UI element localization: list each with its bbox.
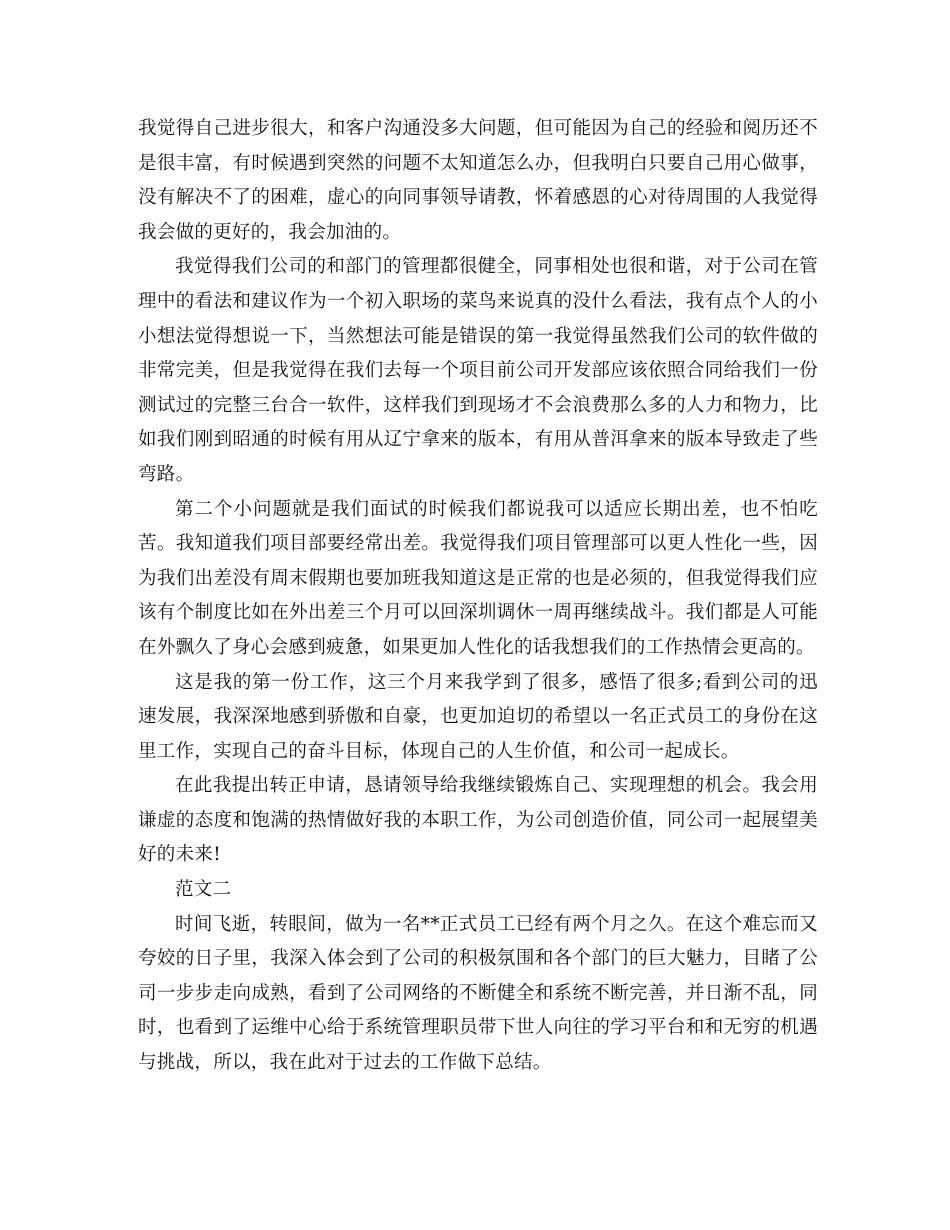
paragraph-2: 我觉得我们公司的和部门的管理都很健全，同事相处也很和谐，对于公司在管理中的看法和建议作为一个初入职场的菜鸟来说真的没什么看法，我有点个人的小小想法觉得想说一下，当然想法可能是错误的第一我觉得虽然我们公司的软件做的非常完美，但是我觉得在我们去每一个项目前公司开发部应该依照合同给我们一份测试过的完整三台合一软件，这样我们到现场才不会浪费那么多的人力和物力，比如我们刚到昭通的时候有用从辽宁拿来的版本，有用从普洱拿来的版本导致走了些弯路。 <box>138 256 818 485</box>
paragraph-6: 时间飞逝，转眼间，做为一名**正式员工已经有两个月之久。在这个难忘而又夸姣的日子里，我深入体会到了公司的积极氛围和各个部门的巨大魅力，目睹了公司一步步走向成熟，看到了公司网络的不断健全和系统不断完善，并日渐不乱，同时，也看到了运维中心给于系统管理职员带下世人向往的学习平台和和无穷的机遇与挑战，所以，我在此对于过去的工作做下总结。 <box>138 913 818 1074</box>
paragraph-5: 在此我提出转正申请，恳请领导给我继续锻炼自己、实现理想的机会。我会用谦虚的态度和饱满的热情做好我的本职工作，为公司创造价值，同公司一起展望美好的未来! <box>138 775 818 866</box>
paragraph-3: 第二个小问题就是我们面试的时候我们都说我可以适应长期出差，也不怕吃苦。我知道我们项目部要经常出差。我觉得我们项目管理部可以更人性化一些，因为我们出差没有周末假期也要加班我知道这是正常的也是必须的，但我觉得我们应该有个制度比如在外出差三个月可以回深圳调休一周再继续战斗。我们都是人可能在外飘久了身心会感到疲惫，如果更加人性化的话我想我们的工作热情会更高的。 <box>138 498 818 658</box>
paragraph-1: 我觉得自己进步很大，和客户沟通没多大问题，但可能因为自己的经验和阅历还不是很丰富，有时候遇到突然的问题不太知道怎么办，但我明白只要自己用心做事，没有解决不了的困难，虚心的向同事领导请教，怀着感恩的心对待周围的人我觉得我会做的更好的，我会加油的。 <box>138 118 818 243</box>
paragraph-4: 这是我的第一份工作，这三个月来我学到了很多，感悟了很多;看到公司的迅速发展，我深深地感到骄傲和自豪，也更加迫切的希望以一名正式员工的身份在这里工作，实现自己的奋斗目标，体现自己的人生价值，和公司一起成长。 <box>138 671 818 762</box>
section-title: 范文二 <box>175 879 232 901</box>
document-body <box>138 112 818 1081</box>
